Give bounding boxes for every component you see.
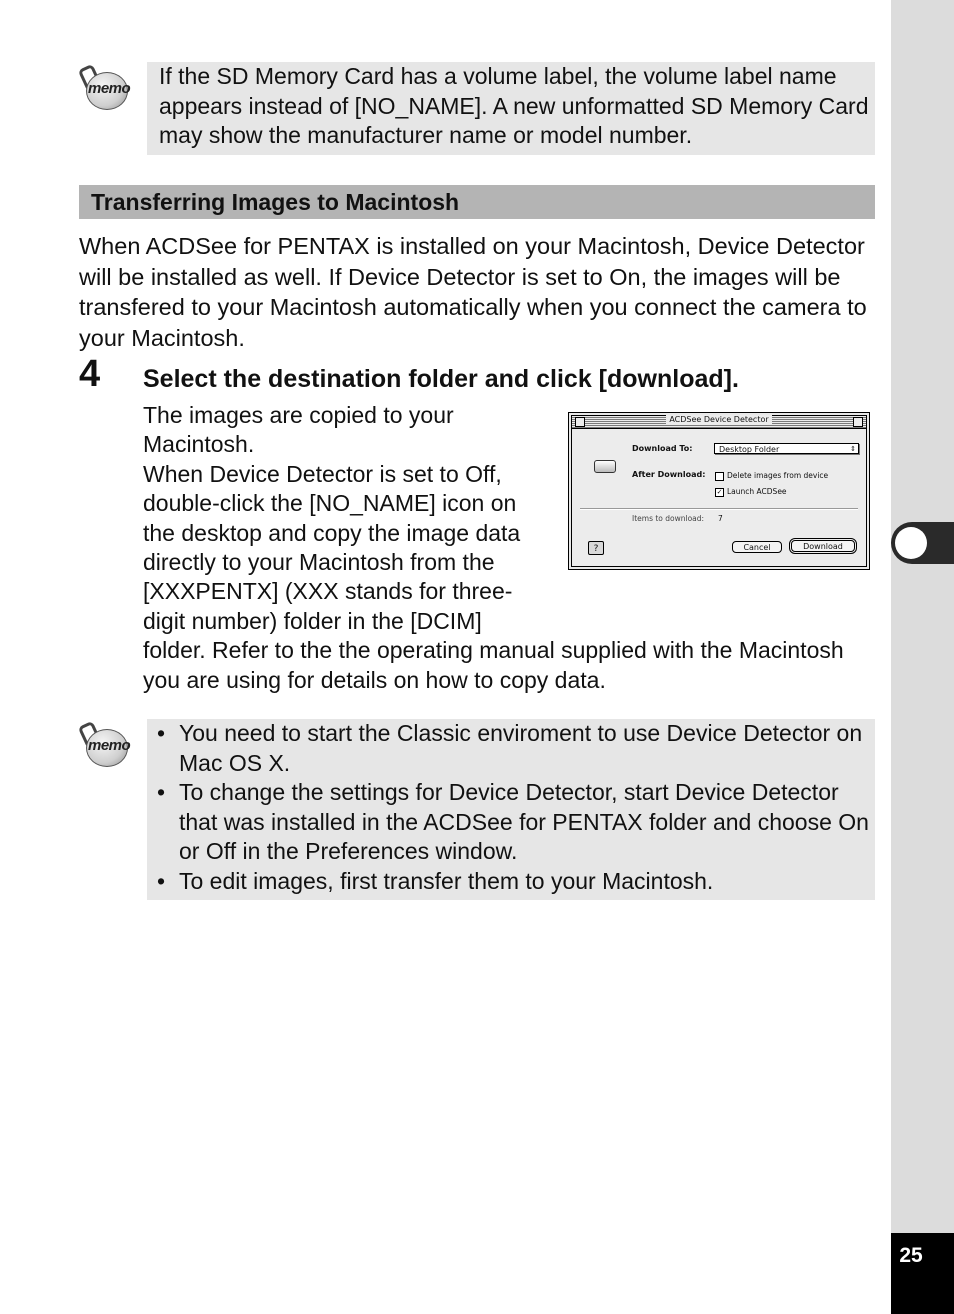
chapter-marker-icon [895,527,927,559]
download-to-popup[interactable] [714,443,859,454]
step-line: directly to your Macintosh from the [143,549,495,576]
delete-images-label: Delete images from device [727,471,829,480]
after-download-label: After Download: [632,470,706,479]
step-number: 4 [79,353,101,395]
step-line: double-click the [NO_NAME] icon on [143,490,517,517]
section-intro: When ACDSee for PENTAX is installed on your Macintosh, Device Detector will be installed as well. If Device Detector is set to On, the images will be transfered to your Macintosh automatically when you connect the camera to your Macintosh. [79,233,867,351]
memo-icon [82,70,130,110]
device-detector-dialog [568,412,870,570]
help-button[interactable]: ? [588,541,604,555]
dialog-separator [580,508,858,510]
step-line: you are using for details on how to copy data. [143,666,606,693]
memo-icon-word: memo [88,80,131,97]
launch-acdsee-label: Launch ACDSee [727,487,787,496]
list-item: • To edit images, first transfer them to your Macintosh. [147,867,869,897]
memo-icon-word: memo [88,737,131,754]
items-to-download-label: Items to download: [632,514,705,523]
dialog-title: ACDSee Device Detector [666,415,771,424]
drive-icon [594,460,616,473]
memo-note-2 [147,719,875,900]
step-line: digit number) folder in the [DCIM] [143,607,482,634]
download-to-label: Download To: [632,444,693,453]
launch-acdsee-checkbox[interactable]: ✓ [716,488,723,496]
updown-arrow-icon: ⇕ [850,445,856,453]
step-line: Macintosh. [143,431,255,458]
delete-images-checkbox[interactable] [715,472,724,481]
cancel-button[interactable]: Cancel [732,541,782,553]
dialog-titlebar [572,416,866,429]
step-line: When Device Detector is set to Off, [143,460,502,487]
step-line: The images are copied to your [143,402,454,428]
zoom-box-icon[interactable] [853,417,863,427]
list-item: • To change the settings for Device Detector, start Device Detector that was installed in the ACDSee for PENTAX folder and choose On or Off in the Preferences window. [147,778,869,867]
step-line: [XXXPENTX] (XXX stands for three- [143,578,513,605]
memo-note-1 [147,62,875,155]
side-tab-strip [891,0,954,1314]
step-line: folder. Refer to the the operating manual supplied with the Macintosh [143,637,844,664]
download-to-value: Desktop Folder [719,445,780,454]
items-to-download-count: 7 [718,514,723,523]
step-line: the desktop and copy the image data [143,519,521,546]
page-number: 25 [899,1244,923,1267]
memo-icon [82,727,130,767]
memo-note-1-text: If the SD Memory Card has a volume label, the volume label name appears instead of [NO_NAME]. A new unformatted SD Memory Card may show the manufacturer name or model number. [159,63,869,148]
section-title: Transferring Images to Macintosh [91,189,460,215]
download-button[interactable]: Download [791,540,855,552]
list-item: • You need to start the Classic enviroment to use Device Detector on Mac OS X. [147,719,869,778]
step-title: Select the destination folder and click [download]. [143,365,739,393]
